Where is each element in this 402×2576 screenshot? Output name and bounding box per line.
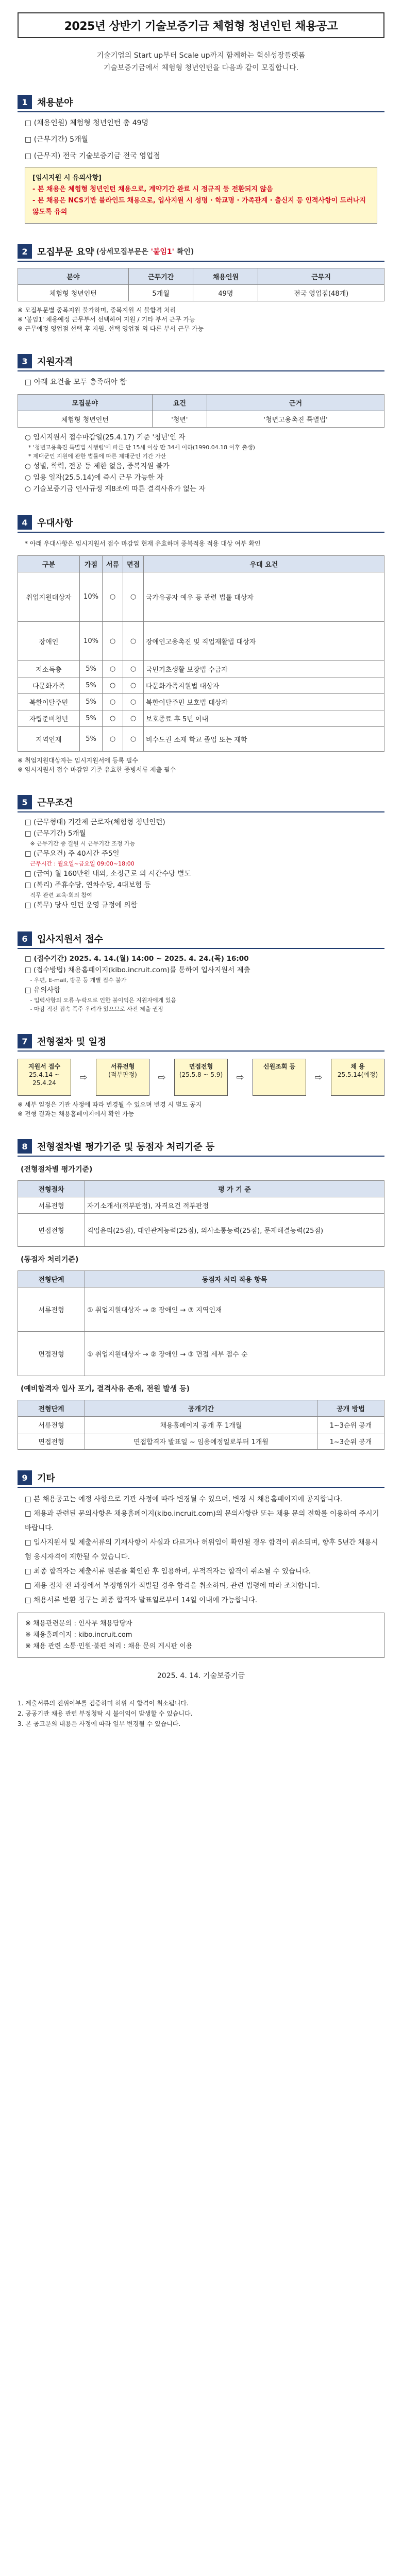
line: □ 입사지원서 및 제출서류의 기재사항이 사실과 다르거나 허위임이 확인될 경우 합격이 취소되며, 향후 5년간 채용시험 응시자격이 제한될 수 있습니다. <box>25 1538 378 1561</box>
table-header: 분야 <box>18 268 129 285</box>
line-text: 직무 관련 교육·회의 참여 <box>30 892 92 899</box>
section-title: 근무조건 <box>37 798 73 808</box>
contact-box <box>18 1613 384 1658</box>
title-box <box>18 12 384 38</box>
line-text: (급여) 월 160만원 내외, 소정근로 외 시간수당 별도 <box>34 870 191 878</box>
note-text: 기술보증기금 인사규정 제8조에 따른 결격사유가 없는 자 <box>33 485 206 493</box>
footer-line: 3. 본 공고문의 내용은 사정에 따라 일부 변경될 수 있습니다. <box>18 1720 181 1727</box>
table-header: 전형단계 <box>18 1271 85 1287</box>
line-text: 입사지원서 및 제출서류의 기재사항이 사실과 다르거나 허위임이 확인될 경우 합격이 취소되며, 향후 5년간 채용시험 응시자격이 제한될 수 있습니다. <box>25 1538 378 1561</box>
bullet: □ (근무기간) 5개월 <box>25 135 89 144</box>
notice-text: 본 채용은 NCS기반 블라인드 채용으로, 입사지원 시 성명 · 학교명 · 가족관계 · 출신지 등 인적사항이 드러나지 않도록 유의 <box>32 197 366 216</box>
table-cell: ○ <box>123 727 144 752</box>
section-title: 전형절차 및 일정 <box>37 1037 107 1047</box>
line: □ 유의사항 <box>25 986 61 994</box>
table-cell: 면접전형 <box>18 1332 85 1376</box>
section-number: 6 <box>18 931 32 946</box>
table-cell: 5% <box>80 694 103 710</box>
step-label: 면접전형 <box>189 1063 213 1070</box>
page-title: 2025년 상반기 기술보증기금 체험형 청년인턴 채용공고 <box>64 20 338 33</box>
step-label: 서류전형 <box>110 1063 135 1070</box>
section-header-6 <box>18 931 384 949</box>
table-header: 공개 방법 <box>317 1400 384 1417</box>
application <box>25 953 384 1013</box>
section-number: 9 <box>18 1470 32 1485</box>
line: - 우편, E-mail, 방문 등 개별 접수 불가 <box>25 977 127 984</box>
arrow-right-icon: ⇨ <box>314 1072 323 1083</box>
section-number: 1 <box>18 95 32 109</box>
misc <box>25 1492 384 1607</box>
flow-step <box>18 1059 71 1096</box>
line: □ 최종 합격자는 제출서류 원본을 확인한 후 임용하며, 부적격자는 합격이 취소될 수 있습니다. <box>25 1567 311 1575</box>
note-line: ○ 임시지원서 접수마감일(25.4.17) 기준 '청년'인 자 <box>25 433 186 442</box>
note-line: ○ 성별, 학력, 전공 등 제한 없음, 중복지원 불가 <box>25 462 170 470</box>
conditions <box>25 817 384 911</box>
bullet-text: 아래 요건을 모두 충족해야 함 <box>34 378 127 386</box>
table-header: 전형단계 <box>18 1400 85 1417</box>
subsection-title: (전형절차별 평가기준) <box>21 1165 93 1174</box>
intro-line: 기술기업의 Start up부터 Scale up까지 함께하는 혁신성장플랫폼 <box>96 52 306 60</box>
line-text: (복리) 주휴수당, 연차수당, 4대보험 등 <box>34 881 151 889</box>
contact-line: ※ 채용 관련 소통·민원·불편 처리 : 채용 문의 게시판 이용 <box>25 1642 193 1650</box>
line-text: (접수방법) 채용홈페이지(kibo.incruit.com)를 통하여 입사지원서 제출 <box>34 966 250 974</box>
table-cell: 전국 영업점(48개) <box>258 285 384 301</box>
line: □ (근무요건) 주 40시간 주5일 <box>25 850 120 858</box>
note-line: ※ 근무예정 영업점 선택 후 지원. 선택 영업점 외 다른 부서 근무 가능 <box>18 325 204 332</box>
table-cell: 서류전형 <box>18 1197 85 1214</box>
table-cell: 5% <box>80 661 103 677</box>
bullet-text: (채용인원) 체험형 청년인턴 총 49명 <box>34 119 149 127</box>
section-number: 2 <box>18 244 32 259</box>
note-line: ※ 모집부문별 중복지원 불가하며, 중복지원 시 불합격 처리 <box>18 307 176 314</box>
table-cell: 북한이탈주민 보호법 대상자 <box>144 694 384 710</box>
note-highlight: '붙임1' <box>150 248 174 256</box>
table-header: 평 가 기 준 <box>85 1181 384 1197</box>
note-line: * '청년고용촉진 특별법 시행령'에 따른 만 15세 이상 만 34세 이하(1990.04.18 이후 출생) <box>25 444 255 451</box>
table-cell: ○ <box>123 694 144 710</box>
line-text: 유의사항 <box>34 986 61 994</box>
notice-line: - 본 채용은 체험형 청년인턴 채용으로, 계약기간 완료 시 정규직 등 전환되지 않음 <box>32 185 273 193</box>
line-text: 본 채용공고는 예정 사항으로 기관 사정에 따라 변경될 수 있으며, 변경 시 채용홈페이지에 공지합니다. <box>34 1495 343 1503</box>
step-date: (적부판정) <box>108 1071 137 1078</box>
table-cell: 국민기초생활 보장법 수급자 <box>144 661 384 677</box>
bullet-text: (근무기간) 5개월 <box>34 135 89 144</box>
eligibility-table <box>18 394 384 428</box>
section-title: 채용분야 <box>37 97 73 108</box>
note-line: ※ '붙임1' 채용예정 근무부서 선택하여 지원 / 기타 부서 근무 가능 <box>18 316 195 323</box>
line: □ (급여) 월 160만원 내외, 소정근로 외 시간수당 별도 <box>25 870 191 878</box>
table-header: 가점 <box>80 556 103 572</box>
table-cell: 면접합격자 발표일 ~ 임용예정일로부터 1개월 <box>85 1433 317 1450</box>
table-cell: 5% <box>80 710 103 727</box>
table-cell: ① 취업지원대상자 → ② 장애인 → ③ 면접 세부 점수 순 <box>85 1332 384 1376</box>
table-cell: ① 취업지원대상자 → ② 장애인 → ③ 지역인재 <box>85 1287 384 1332</box>
flow-step <box>174 1059 228 1096</box>
table-cell: ○ <box>103 677 123 694</box>
tiebreak-table <box>18 1270 384 1376</box>
table-cell: 국가유공자 예우 등 관련 법률 대상자 <box>144 572 384 622</box>
table-cell: ○ <box>123 710 144 727</box>
table-cell: ○ <box>103 661 123 677</box>
contact-line: ※ 채용홈페이지 : kibo.incruit.com <box>25 1631 132 1639</box>
bullet-text: 아래 우대사항은 임시지원서 접수 마감일 현재 유효하며 중복적용 적용 대상 여부 확인 <box>29 540 261 547</box>
subsection-title: (예비합격자 입사 포기, 결격사유 존재, 전원 발생 등) <box>21 1385 190 1393</box>
line-text: (근무형태) 기간제 근로자(체험형 청년인턴) <box>34 818 165 826</box>
table-cell: 직업윤리(25점), 대인관계능력(25점), 의사소통능력(25점), 문제해결능력(25점) <box>85 1214 384 1247</box>
table-cell: 서류전형 <box>18 1417 85 1433</box>
line <box>25 859 384 868</box>
notice-box <box>25 167 377 224</box>
table-header: 모집분야 <box>18 395 153 411</box>
note-text: 제대군인 지원에 관한 법률에 따른 제대군인 기간 가산 <box>33 453 166 460</box>
line: □ (복리) 주휴수당, 연차수당, 4대보험 등 <box>25 881 151 889</box>
table-cell: '청년' <box>152 411 207 428</box>
line: □ (복무) 당사 인턴 운영 규정에 의함 <box>25 901 138 909</box>
preference-table <box>18 555 384 752</box>
table-cell: ○ <box>123 572 144 622</box>
process-flow <box>18 1059 384 1096</box>
table-cell: 면접전형 <box>18 1433 85 1450</box>
table-header: 채용인원 <box>193 268 258 285</box>
table-cell: 저소득층 <box>18 661 80 677</box>
note-text: (상세모집부문은 <box>96 248 151 256</box>
section-title: 우대사항 <box>37 518 73 529</box>
criteria-table <box>18 1180 384 1247</box>
table-cell: 1~3순위 공개 <box>317 1417 384 1433</box>
table-cell: 5% <box>80 727 103 752</box>
table-cell: 장애인고용촉진 및 직업재활법 대상자 <box>144 622 384 661</box>
table-cell: 취업지원대상자 <box>18 572 80 622</box>
line-text: 채용과 관련된 문의사항은 채용홈페이지(kibo.incruit.com)의 문의사항란 또는 채용 문의 전화를 이용하여 주시기 바랍니다. <box>25 1510 379 1532</box>
step-label: 지원서 접수 <box>28 1063 61 1070</box>
subsection-title: (동점자 처리기준) <box>21 1256 79 1264</box>
table-cell: ○ <box>103 710 123 727</box>
note-line: ○ 임용 일자(25.5.14)에 즉시 근무 가능한 자 <box>25 473 164 482</box>
line: □ (근무기간) 5개월 <box>25 829 86 838</box>
table-cell: 다문화가족 <box>18 677 80 694</box>
line <box>25 891 384 900</box>
section-header-7 <box>18 1034 384 1052</box>
note-text: 성별, 학력, 전공 등 제한 없음, 중복지원 불가 <box>33 462 170 470</box>
table-cell: 10% <box>80 572 103 622</box>
line: □ 본 채용공고는 예정 사항으로 기관 사정에 따라 변경될 수 있으며, 변경 시 채용홈페이지에 공지합니다. <box>25 1495 343 1503</box>
intro-line: 기술보증기금에서 체험형 청년인턴을 다음과 같이 모집합니다. <box>103 64 299 72</box>
note-text: 임용 일자(25.5.14)에 즉시 근무 가능한 자 <box>33 473 164 482</box>
section-header-4 <box>18 515 384 533</box>
table-cell: 체험형 청년인턴 <box>18 411 153 428</box>
line: □ 채용과 관련된 문의사항은 채용홈페이지(kibo.incruit.com)의 문의사항란 또는 채용 문의 전화를 이용하여 주시기 바랍니다. <box>25 1510 379 1532</box>
note-text: '청년고용촉진 특별법 시행령'에 따른 만 15세 이상 만 34세 이하(1990.04.18 이후 출생) <box>33 444 255 451</box>
eligibility-notes <box>25 432 384 495</box>
table-cell: ○ <box>123 622 144 661</box>
flow-notes <box>18 1100 384 1118</box>
table-header: 전형절차 <box>18 1181 85 1197</box>
notice-line: - 본 채용은 NCS기반 블라인드 채용으로, 입사지원 시 성명 · 학교명 · 가족관계 · 출신지 등 인적사항이 드러나지 않도록 유의 <box>32 197 366 216</box>
table-header: 우대 요건 <box>144 556 384 572</box>
note-line: ※ 임시지원서 접수 마감일 기준 유효한 증빙서류 제출 필수 <box>18 766 176 773</box>
table-notes <box>18 756 384 774</box>
line-text: (근무기간) 5개월 <box>34 829 86 838</box>
flow-step <box>96 1059 149 1096</box>
table-cell: 면접전형 <box>18 1214 85 1247</box>
table-cell: 5개월 <box>128 285 193 301</box>
line: □ 채용서류 반환 청구는 최종 합격자 발표일로부터 14일 이내에 가능합니다. <box>25 1596 258 1604</box>
section-header-8 <box>18 1139 384 1157</box>
bullet: □ 아래 요건을 모두 충족해야 함 <box>25 378 127 386</box>
table-cell: 장애인 <box>18 622 80 661</box>
section-header-2 <box>18 244 384 262</box>
table-header: 근거 <box>207 395 384 411</box>
section-title: 전형절차별 평가기준 및 동점자 처리기준 등 <box>37 1142 215 1153</box>
footer-notes <box>18 1698 384 1729</box>
table-header: 근무기간 <box>128 268 193 285</box>
table-cell: 서류전형 <box>18 1287 85 1332</box>
line: □ (접수기간) 2025. 4. 14.(월) 14:00 ~ 2025. 4. 24.(목) 16:00 <box>25 955 249 963</box>
flow-step <box>253 1059 306 1096</box>
section-title: 모집부문 요약 <box>37 247 94 258</box>
table-header: 동점자 처리 적용 항목 <box>85 1271 384 1287</box>
step-label: 채 용 <box>350 1063 365 1070</box>
flow-step <box>331 1059 384 1096</box>
section-title: 기타 <box>37 1473 55 1484</box>
bullet: * 아래 우대사항은 임시지원서 접수 마감일 현재 유효하며 중복적용 적용 대상 여부 확인 <box>25 540 261 547</box>
table-cell: 49명 <box>193 285 258 301</box>
table-cell: 비수도권 소재 학교 졸업 또는 재학 <box>144 727 384 752</box>
line-text: 채용 절차 전 과정에서 부정행위가 적발될 경우 합격을 취소하며, 관련 법령에 따라 조치합니다. <box>34 1582 320 1590</box>
note-text: 임시지원서 접수마감일(25.4.17) 기준 '청년'인 자 <box>33 433 186 442</box>
table-cell: 지역인재 <box>18 727 80 752</box>
section-number: 8 <box>18 1139 32 1154</box>
bullet: □ (채용인원) 체험형 청년인턴 총 49명 <box>25 119 149 127</box>
line-text: (근무요건) 주 40시간 주5일 <box>34 850 120 858</box>
section-number: 7 <box>18 1034 32 1048</box>
bullet: □ (근무지) 전국 기술보증기금 전국 영업점 <box>25 152 160 160</box>
section-header-9 <box>18 1470 384 1488</box>
table-cell: 자기소개서(적부판정), 자격요건 적부판정 <box>85 1197 384 1214</box>
table-header: 구분 <box>18 556 80 572</box>
table-cell: ○ <box>103 622 123 661</box>
table-header: 공개기간 <box>85 1400 317 1417</box>
arrow-right-icon: ⇨ <box>236 1072 244 1083</box>
section-number: 5 <box>18 795 32 809</box>
line-text: 마감 직전 접속 폭주 우려가 있으므로 사전 제출 권장 <box>34 1006 164 1012</box>
table-cell: ○ <box>103 727 123 752</box>
table-cell: '청년고용촉진 특별법' <box>207 411 384 428</box>
line-text: (복무) 당사 인턴 운영 규정에 의함 <box>34 901 138 909</box>
table-cell: ○ <box>123 661 144 677</box>
line: - 입력사항의 오류·누락으로 인한 불이익은 지원자에게 있음 <box>25 997 176 1004</box>
reserve-table <box>18 1400 384 1450</box>
line-text: 채용서류 반환 청구는 최종 합격자 발표일로부터 14일 이내에 가능합니다. <box>34 1596 258 1604</box>
section-title: 지원자격 <box>37 357 73 367</box>
table-header: 요건 <box>152 395 207 411</box>
section-header-3 <box>18 354 384 371</box>
table-cell: 체험형 청년인턴 <box>18 285 129 301</box>
table-header: 서류 <box>103 556 123 572</box>
note-line: ※ 전형 결과는 채용홈페이지에서 확인 가능 <box>18 1110 135 1117</box>
section-number: 3 <box>18 354 32 368</box>
line <box>25 839 384 848</box>
section-header-1 <box>18 95 384 112</box>
arrow-right-icon: ⇨ <box>158 1072 166 1083</box>
section-number: 4 <box>18 515 32 530</box>
table-cell: 다문화가족지원법 대상자 <box>144 677 384 694</box>
table-notes <box>18 306 384 333</box>
table-cell: 1~3순위 공개 <box>317 1433 384 1450</box>
issuer: 2025. 4. 14. 기술보증기금 <box>157 1672 245 1680</box>
summary-table <box>18 268 384 301</box>
line-text: 근무시간 : 월요일~금요일 09:00~18:00 <box>30 860 135 867</box>
contact-line: ※ 채용관련문의 : 인사부 채용담당자 <box>25 1620 132 1628</box>
note-line: ○ 기술보증기금 인사규정 제8조에 따른 결격사유가 없는 자 <box>25 485 206 493</box>
table-cell: 5% <box>80 677 103 694</box>
notice-title: [임시지원 시 유의사항] <box>32 174 102 182</box>
step-date: 25.4.14 ~ 25.4.24 <box>29 1071 60 1087</box>
line: □ (근무형태) 기간제 근로자(체험형 청년인턴) <box>25 818 165 826</box>
footer-line: 2. 공공기관 채용 관련 부정청탁 시 불이익이 발생할 수 있습니다. <box>18 1710 193 1717</box>
table-cell: 10% <box>80 622 103 661</box>
line-text: 최종 합격자는 제출서류 원본을 확인한 후 임용하며, 부적격자는 합격이 취소될 수 있습니다. <box>34 1567 311 1575</box>
intro <box>18 49 384 74</box>
notice-text: 본 채용은 체험형 청년인턴 채용으로, 계약기간 완료 시 정규직 등 전환되지 않음 <box>37 185 273 193</box>
table-header: 근무지 <box>258 268 384 285</box>
line: □ 채용 절차 전 과정에서 부정행위가 적발될 경우 합격을 취소하며, 관련 법령에 따라 조치합니다. <box>25 1582 320 1590</box>
step-label: 신원조회 등 <box>263 1063 296 1070</box>
table-cell: 보호종료 후 5년 이내 <box>144 710 384 727</box>
table-cell: ○ <box>123 677 144 694</box>
step-date: 25.5.14(예정) <box>337 1071 378 1078</box>
section-note <box>96 246 194 257</box>
arrow-right-icon: ⇨ <box>79 1072 88 1083</box>
line-text: 입력사항의 오류·누락으로 인한 불이익은 지원자에게 있음 <box>34 997 176 1004</box>
line-text: ※ 근무기간 중 결원 시 근무기간 조정 가능 <box>30 840 136 847</box>
line: □ (접수방법) 채용홈페이지(kibo.incruit.com)를 통하여 입사지원서 제출 <box>25 966 250 974</box>
note-line: ※ 세부 일정은 기관 사정에 따라 변경될 수 있으며 변경 시 별도 공지 <box>18 1101 202 1108</box>
line-text: 우편, E-mail, 방문 등 개별 접수 불가 <box>34 977 127 984</box>
table-header: 면접 <box>123 556 144 572</box>
table-cell: 채용홈페이지 공개 후 1개월 <box>85 1417 317 1433</box>
table-cell: 자립준비청년 <box>18 710 80 727</box>
note-line: * 제대군인 지원에 관한 법률에 따른 제대군인 기간 가산 <box>25 453 166 460</box>
table-cell: 북한이탈주민 <box>18 694 80 710</box>
bullet-text: (근무지) 전국 기술보증기금 전국 영업점 <box>34 152 160 160</box>
step-date: (25.5.8 ~ 5.9) <box>179 1071 223 1078</box>
table-cell: ○ <box>103 694 123 710</box>
note-line: ※ 취업지원대상자는 임시지원서에 등록 필수 <box>18 757 138 764</box>
line: - 마감 직전 접속 폭주 우려가 있으므로 사전 제출 권장 <box>25 1006 164 1012</box>
section-title: 입사지원서 접수 <box>37 934 103 945</box>
table-cell: ○ <box>103 572 123 622</box>
line-text: (접수기간) 2025. 4. 14.(월) 14:00 ~ 2025. 4. 24.(목) 16:00 <box>34 955 249 963</box>
section-header-5 <box>18 795 384 812</box>
note-text: 확인) <box>174 248 194 256</box>
footer-line: 1. 제출서류의 진위여부를 검증하며 허위 시 합격이 취소됩니다. <box>18 1700 189 1707</box>
